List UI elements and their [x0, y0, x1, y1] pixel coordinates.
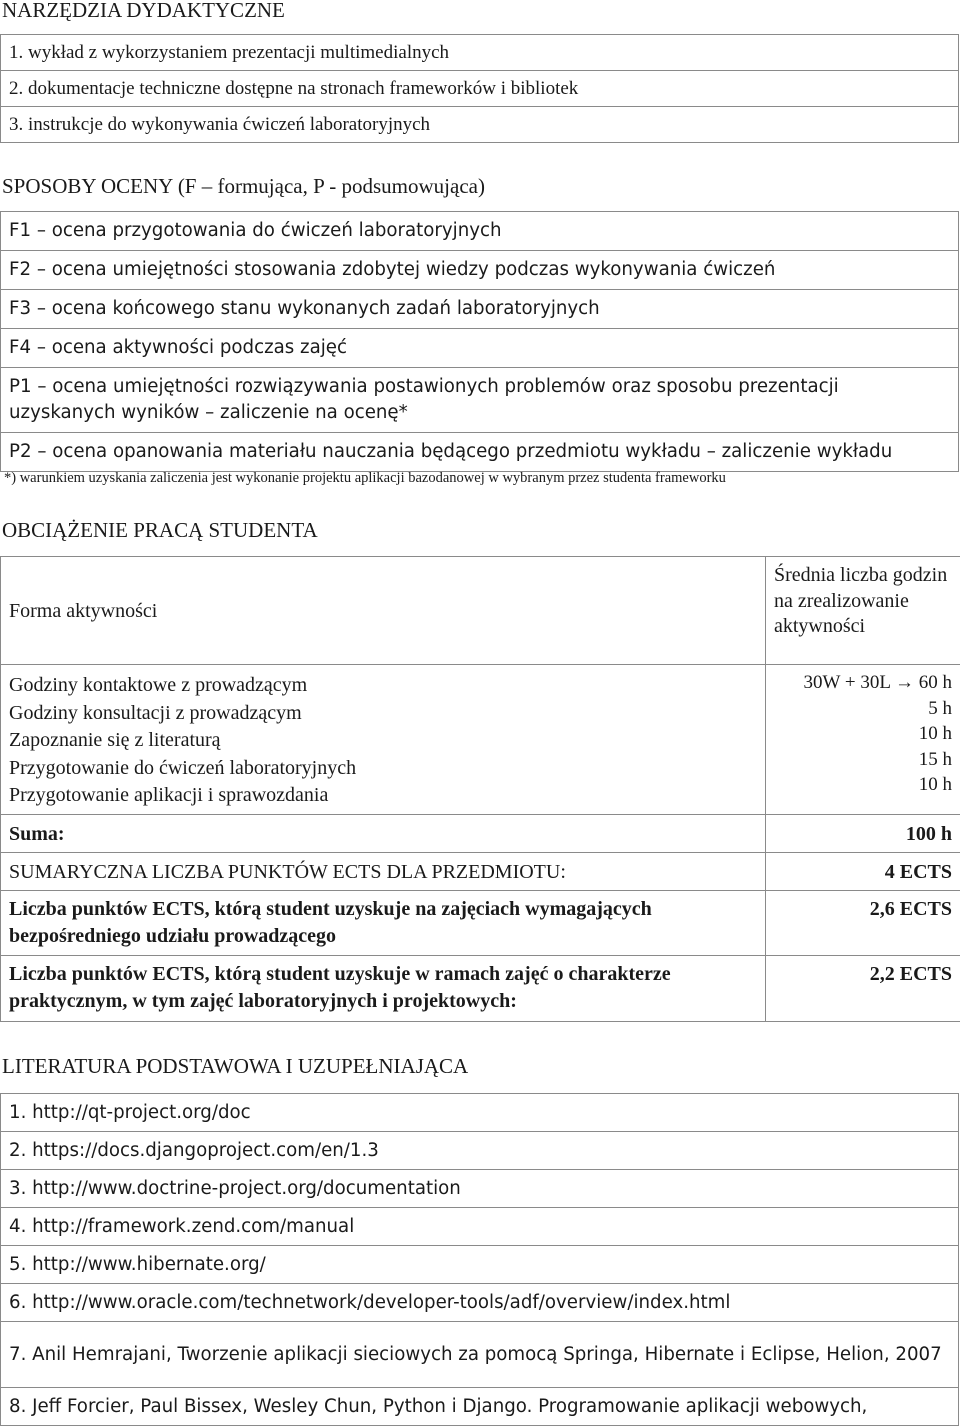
activity-lab-prep: Przygotowanie do ćwiczeń laboratoryjnych [9, 756, 357, 779]
hours-contact: 30W + 30L → 60 h [803, 672, 952, 693]
literature-item-4: 4. http://framework.zend.com/manual [1, 1208, 959, 1246]
tools-heading: NARZĘDZIA DYDAKTYCZNE [2, 0, 285, 22]
workload-heading: OBCIĄŻENIE PRACĄ STUDENTA [2, 518, 318, 542]
tools-item-3: 3. instrukcje do wykonywania ćwiczeń laboratoryjnych [1, 107, 959, 143]
literature-item-2: 2. https://docs.djangoproject.com/en/1.3 [1, 1132, 959, 1170]
literature-item-1: 1. http://qt-project.org/doc [1, 1094, 959, 1132]
hours-literature: 10 h [918, 723, 952, 744]
activity-app-report: Przygotowanie aplikacji i sprawozdania [9, 784, 329, 806]
sum-value: 100 h [765, 815, 960, 853]
ects-practical-label: Liczba punktów ECTS, którą student uzyskuje w ramach zajęć o charakterze praktycznym, w tym zajęć laboratoryjnych i projektowych: [1, 956, 766, 1022]
assessment-table [0, 211, 959, 472]
sum-label: Suma: [1, 815, 766, 853]
hours-cell [765, 665, 960, 815]
activity-contact: Godziny kontaktowe z prowadzącym [9, 674, 308, 696]
literature-item-6: 6. http://www.oracle.com/technetwork/developer-tools/adf/overview/index.html [1, 1284, 959, 1322]
hours-lab-prep: 15 h [918, 748, 952, 770]
literature-table [0, 1093, 959, 1426]
assessment-item-f3: F3 – ocena końcowego stanu wykonanych zadań laboratoryjnych [1, 290, 959, 329]
literature-item-7: 7. Anil Hemrajani, Tworzenie aplikacji sieciowych za pomocą Springa, Hibernate i Eclipse, Helion, 2007 [1, 1322, 959, 1388]
literature-item-3: 3. http://www.doctrine-project.org/documentation [1, 1170, 959, 1208]
tools-item-2: 2. dokumentacje techniczne dostępne na stronach frameworków i bibliotek [1, 71, 959, 107]
assessment-item-p2: P2 – ocena opanowania materiału nauczania będącego przedmiotu wykładu – zaliczenie wykładu [1, 433, 959, 472]
hours-app-report: 10 h [918, 774, 952, 795]
assessment-item-f1: F1 – ocena przygotowania do ćwiczeń laboratoryjnych [1, 212, 959, 251]
workload-table [0, 556, 960, 1022]
literature-item-5: 5. http://www.hibernate.org/ [1, 1246, 959, 1284]
ects-total-value: 4 ECTS [765, 853, 960, 891]
assessment-footnote: *) warunkiem uzyskania zaliczenia jest wykonanie projektu aplikacji bazodanowej w wybranym przez studenta frameworku [4, 470, 726, 486]
col-hours-header: Średnia liczba godzin na zrealizowanie aktywności [765, 557, 960, 665]
activity-consultation: Godziny konsultacji z prowadzącym [9, 701, 302, 724]
hours-consultation: 5 h [928, 697, 952, 719]
assessment-item-f2: F2 – ocena umiejętności stosowania zdobytej wiedzy podczas wykonywania ćwiczeń [1, 251, 959, 290]
tools-item-1: 1. wykład z wykorzystaniem prezentacji multimedialnych [1, 35, 959, 71]
literature-heading: LITERATURA PODSTAWOWA I UZUPEŁNIAJĄCA [2, 1054, 469, 1078]
literature-item-8: 8. Jeff Forcier, Paul Bissex, Wesley Chun, Python i Django. Programowanie aplikacji webowych, [1, 1388, 959, 1426]
ects-total-label: SUMARYCZNA LICZBA PUNKTÓW ECTS DLA PRZEDMIOTU: [1, 853, 766, 891]
activities-cell [1, 665, 766, 815]
assessment-heading: SPOSOBY OCENY (F – formująca, P - podsumowująca) [2, 174, 485, 198]
ects-contact-value: 2,6 ECTS [765, 891, 960, 956]
assessment-item-f4: F4 – ocena aktywności podczas zajęć [1, 329, 959, 368]
activity-literature: Zapoznanie się z literaturą [9, 729, 221, 751]
tools-table [0, 34, 959, 143]
ects-practical-value: 2,2 ECTS [765, 956, 960, 1022]
col-activity-header: Forma aktywności [1, 557, 766, 665]
ects-contact-label: Liczba punktów ECTS, którą student uzyskuje na zajęciach wymagających bezpośredniego udziału prowadzącego [1, 891, 766, 956]
assessment-item-p1: P1 – ocena umiejętności rozwiązywania postawionych problemów oraz sposobu prezentacji uzyskanych wyników – zaliczenie na ocenę* [1, 368, 959, 433]
